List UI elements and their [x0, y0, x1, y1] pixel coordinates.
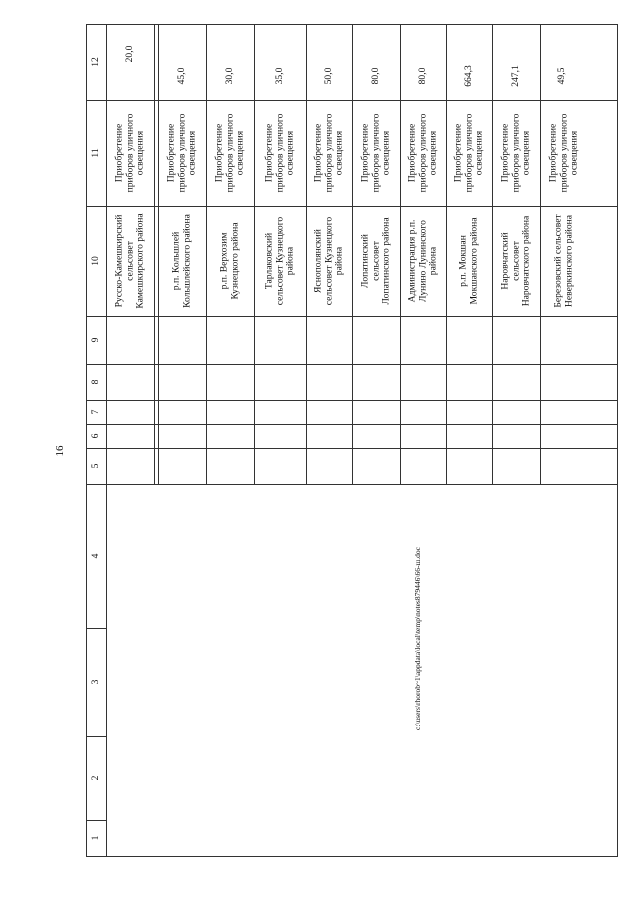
table-row-purpose: Приобретение приборов уличного освещения: [359, 113, 392, 193]
column-line: [86, 316, 618, 317]
table-row-recipient: Русско-Камешкирский сельсовет Камешкирского района: [113, 213, 146, 309]
table-row-purpose: Приобретение приборов уличного освещения: [113, 113, 146, 193]
header-cell-8: 8: [89, 379, 101, 385]
header-cell-4: 4: [89, 553, 101, 559]
table-row-amount: 80,0: [416, 67, 428, 85]
page-number: 16: [54, 445, 66, 457]
header-cell-11: 11: [89, 148, 101, 158]
table-row-recipient: Яснополянский сельсовет Кузнецкого района: [312, 216, 345, 306]
table-row-amount: 49,5: [555, 67, 567, 85]
table-row-amount: 247,1: [509, 65, 521, 87]
table-row-amount: 30,0: [223, 67, 235, 85]
header-cell-9: 9: [89, 337, 101, 343]
table-row-recipient: р.п. Мокшан Мокшанского района: [457, 217, 479, 305]
table-row-amount: 664,3: [462, 65, 474, 87]
table-row-purpose: Приобретение приборов уличного освещения: [406, 113, 439, 193]
table-row-purpose: Приобретение приборов уличного освещения: [312, 113, 345, 193]
table-row-recipient: Наровчатский сельсовет Наровчатского района: [499, 215, 532, 307]
table-row-amount: 50,0: [322, 67, 334, 85]
column-line: [86, 448, 618, 449]
file-path-footer: c:\users\rhorob~1\appdata\local\temp\notes879446\66-ш.doc: [413, 547, 422, 730]
header-cell-1: 1: [89, 835, 101, 841]
table-row-purpose: Приобретение приборов уличного освещения: [452, 113, 485, 193]
header-cell-7: 7: [89, 409, 101, 415]
table-row-recipient: Лопатинский сельсовет Лопатинского района: [359, 217, 392, 305]
table-row-purpose: Приобретение приборов уличного освещения: [499, 113, 532, 193]
header-cell-6: 6: [89, 433, 101, 439]
header-cell-3: 3: [89, 679, 101, 685]
table-row-amount: 45,0: [175, 67, 187, 85]
column-line: [86, 424, 618, 425]
table-row-purpose: Приобретение приборов уличного освещения: [165, 113, 198, 193]
table-row-purpose: Приобретение приборов уличного освещения: [263, 113, 296, 193]
column-line: [86, 484, 618, 485]
column-line: [86, 364, 618, 365]
table-border-right: [617, 24, 618, 857]
header-cell-2: 2: [89, 775, 101, 781]
header-cell-12: 12: [89, 57, 101, 67]
table-row-recipient: Администрация р.п. Лунино Лунинского района: [406, 219, 439, 303]
table-border-bottom: [86, 856, 618, 857]
table-row-purpose: Приобретение приборов уличного освещения: [547, 113, 580, 193]
column-line: [86, 400, 618, 401]
header-cell-10: 10: [89, 256, 101, 266]
row-line: [154, 24, 155, 484]
table-row-recipient: р.п. Верхозим Кузнецкого района: [218, 222, 240, 300]
table-row-amount: 80,0: [369, 67, 381, 85]
rotated-table: [86, 24, 618, 857]
header-cell-5: 5: [89, 463, 101, 469]
table-row-purpose: Приобретение приборов уличного освещения: [213, 113, 246, 193]
table-row-amount: 35,0: [273, 67, 285, 85]
table-row-recipient: Тарлаковский сельсовет Кузнецкого района: [263, 216, 296, 306]
table-row-recipient: Березовский сельсовет Неверкинского района: [552, 214, 574, 308]
table-row-amount: 20,0: [123, 45, 135, 63]
table-row-recipient: р.п. Кольшлей Кольшлейского района: [170, 214, 192, 308]
